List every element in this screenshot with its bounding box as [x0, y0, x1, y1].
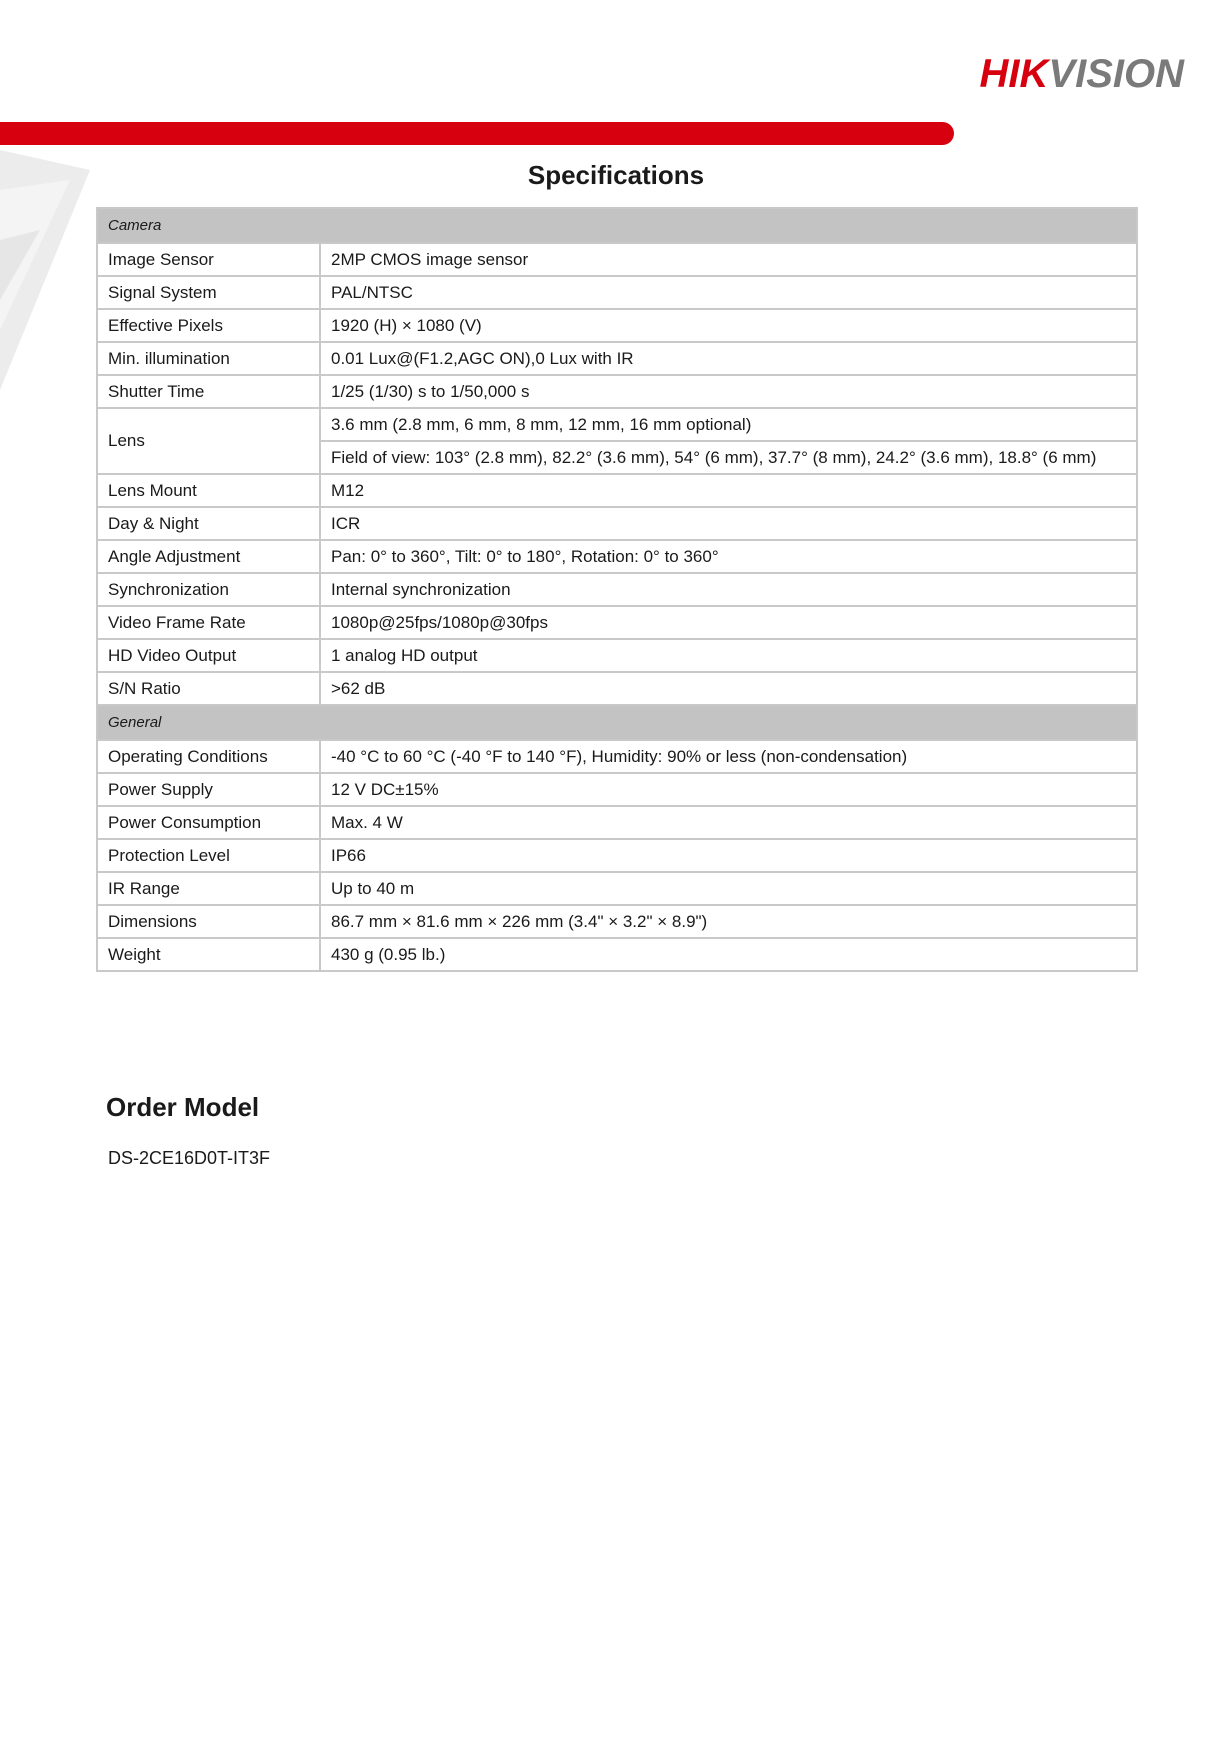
table-row: [97, 408, 1137, 441]
spec-label: Min. illumination: [97, 342, 320, 375]
spec-value: M12: [320, 474, 1137, 507]
table-row: [97, 773, 1137, 806]
specifications-table: [96, 207, 1138, 972]
spec-label: Dimensions: [97, 905, 320, 938]
spec-value: >62 dB: [320, 672, 1137, 705]
spec-value: IP66: [320, 839, 1137, 872]
spec-label: Weight: [97, 938, 320, 971]
spec-value: 430 g (0.95 lb.): [320, 938, 1137, 971]
table-row: [97, 606, 1137, 639]
table-row: [97, 740, 1137, 773]
table-row: [97, 276, 1137, 309]
spec-label: Lens Mount: [97, 474, 320, 507]
table-row: [97, 243, 1137, 276]
section-header-row: [97, 705, 1137, 740]
spec-value: -40 °C to 60 °C (-40 °F to 140 °F), Humidity: 90% or less (non-condensation): [320, 740, 1137, 773]
page-title: Specifications: [527, 160, 705, 190]
spec-value: 12 V DC±15%: [320, 773, 1137, 806]
table-row: [97, 573, 1137, 606]
spec-label: HD Video Output: [97, 639, 320, 672]
spec-value: PAL/NTSC: [320, 276, 1137, 309]
spec-label: Angle Adjustment: [97, 540, 320, 573]
spec-value: 1/25 (1/30) s to 1/50,000 s: [320, 375, 1137, 408]
table-row: [97, 639, 1137, 672]
spec-label: Power Supply: [97, 773, 320, 806]
spec-label: Signal System: [97, 276, 320, 309]
spec-label: Operating Conditions: [97, 740, 320, 773]
spec-value: 1 analog HD output: [320, 639, 1137, 672]
spec-value: ICR: [320, 507, 1137, 540]
spec-label: Day & Night: [97, 507, 320, 540]
logo-text-vision: VISION: [1048, 52, 1184, 96]
spec-value: 86.7 mm × 81.6 mm × 226 mm (3.4" × 3.2" × 8.9"): [320, 905, 1137, 938]
table-row: [97, 309, 1137, 342]
spec-value: 1920 (H) × 1080 (V): [320, 309, 1137, 342]
spec-value: Internal synchronization: [320, 573, 1137, 606]
hikvision-logo: [980, 52, 1184, 97]
spec-value: 2MP CMOS image sensor: [320, 243, 1137, 276]
spec-label: Power Consumption: [97, 806, 320, 839]
table-row: [97, 806, 1137, 839]
spec-label: IR Range: [97, 872, 320, 905]
table-row: [97, 507, 1137, 540]
spec-label: Image Sensor: [97, 243, 320, 276]
spec-label: S/N Ratio: [97, 672, 320, 705]
spec-label: Synchronization: [97, 573, 320, 606]
table-row: [97, 474, 1137, 507]
spec-value: Pan: 0° to 360°, Tilt: 0° to 180°, Rotation: 0° to 360°: [320, 540, 1137, 573]
table-row: [97, 375, 1137, 408]
spec-label: Effective Pixels: [97, 309, 320, 342]
table-row: [97, 905, 1137, 938]
spec-label: Lens: [97, 408, 320, 474]
section-header-row: [97, 208, 1137, 243]
spec-label: Shutter Time: [97, 375, 320, 408]
spec-value: Up to 40 m: [320, 872, 1137, 905]
table-row: [97, 938, 1137, 971]
table-row: [97, 342, 1137, 375]
spec-value: 0.01 Lux@(F1.2,AGC ON),0 Lux with IR: [320, 342, 1137, 375]
table-row: [97, 839, 1137, 872]
spec-value: Max. 4 W: [320, 806, 1137, 839]
table-row: [97, 540, 1137, 573]
section-title: Camera: [97, 208, 1137, 243]
spec-value: 1080p@25fps/1080p@30fps: [320, 606, 1137, 639]
spec-value: 3.6 mm (2.8 mm, 6 mm, 8 mm, 12 mm, 16 mm optional): [320, 408, 1137, 441]
order-model-value: DS-2CE16D0T-IT3F: [108, 1148, 271, 1168]
logo-text-hik: HIK: [979, 52, 1049, 96]
header-red-bar: [0, 122, 954, 145]
table-row: [97, 672, 1137, 705]
spec-label: Protection Level: [97, 839, 320, 872]
spec-value: Field of view: 103° (2.8 mm), 82.2° (3.6 mm), 54° (6 mm), 37.7° (8 mm), 24.2° (3.6 mm), 18.8° (6 mm): [320, 441, 1137, 474]
section-title: General: [97, 705, 1137, 740]
order-model-heading: Order Model: [106, 1092, 260, 1122]
spec-label: Video Frame Rate: [97, 606, 320, 639]
table-row: [97, 872, 1137, 905]
